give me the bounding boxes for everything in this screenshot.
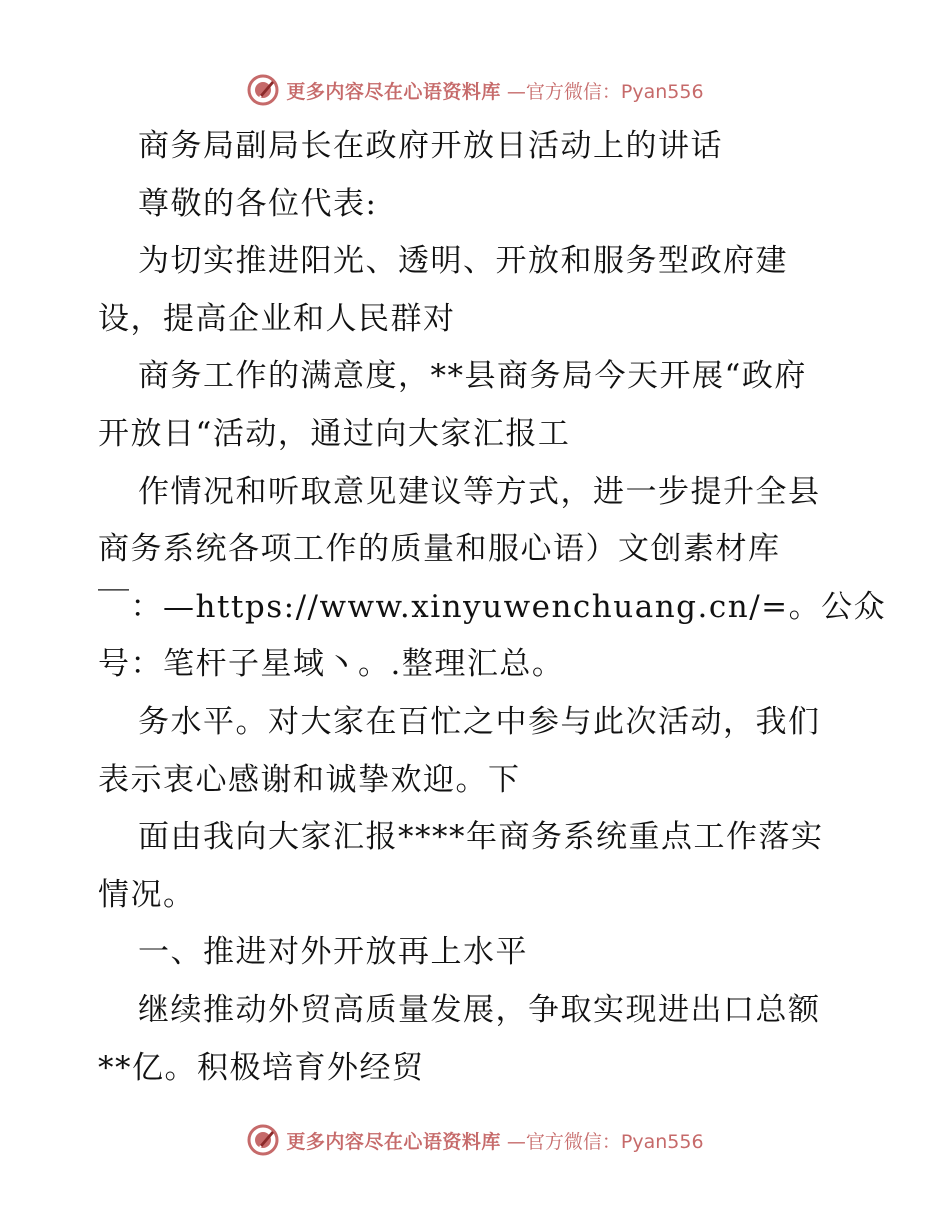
doc-line: 商务工作的满意度，**县商务局今天开展“政府	[138, 358, 807, 395]
doc-line: **亿。积极培育外经贸	[98, 1049, 425, 1086]
banner-title: 更多内容尽在心语资料库	[286, 1130, 501, 1153]
doc-line: 情况。	[98, 876, 196, 913]
header-watermark-banner	[0, 70, 950, 110]
document-body	[98, 118, 887, 1097]
banner-title: 更多内容尽在心语资料库	[286, 80, 501, 103]
banner-subtitle: —官方微信：Pyan556	[506, 1130, 704, 1153]
footer-watermark-banner	[0, 1120, 950, 1160]
banner-subtitle: —官方微信：Pyan556	[506, 80, 704, 103]
doc-line: 面由我向大家汇报****年商务系统重点工作落实	[138, 819, 824, 856]
doc-line: ￣：—https://www.xinyuwenchuang.cn/=。公众	[98, 588, 887, 625]
doc-line: 继续推动外贸高质量发展，争取实现进出口总额	[138, 991, 821, 1028]
doc-line: 为切实推进阳光、透明、开放和服务型政府建	[138, 243, 788, 280]
doc-line: 开放日“活动，通过向大家汇报工	[98, 415, 571, 452]
doc-line: 设，提高企业和人民群对	[98, 300, 456, 337]
doc-line: 作情况和听取意见建议等方式，进一步提升全县	[138, 473, 821, 510]
doc-line: 表示衷心感谢和诚挚欢迎。下	[98, 761, 521, 798]
doc-line: 务水平。对大家在百忙之中参与此次活动，我们	[138, 703, 821, 740]
doc-section-heading: 一、推进对外开放再上水平	[138, 934, 528, 971]
doc-title: 商务局副局长在政府开放日活动上的讲话	[138, 128, 723, 164]
doc-line: 商务系统各项工作的质量和服心语）文创素材库	[98, 531, 781, 568]
doc-line: 号：笔杆子星域丶。.整理汇总。	[98, 646, 565, 683]
brand-logo-icon	[246, 73, 280, 107]
doc-salutation: 尊敬的各位代表:	[138, 185, 378, 222]
brand-logo-icon	[246, 1123, 280, 1157]
